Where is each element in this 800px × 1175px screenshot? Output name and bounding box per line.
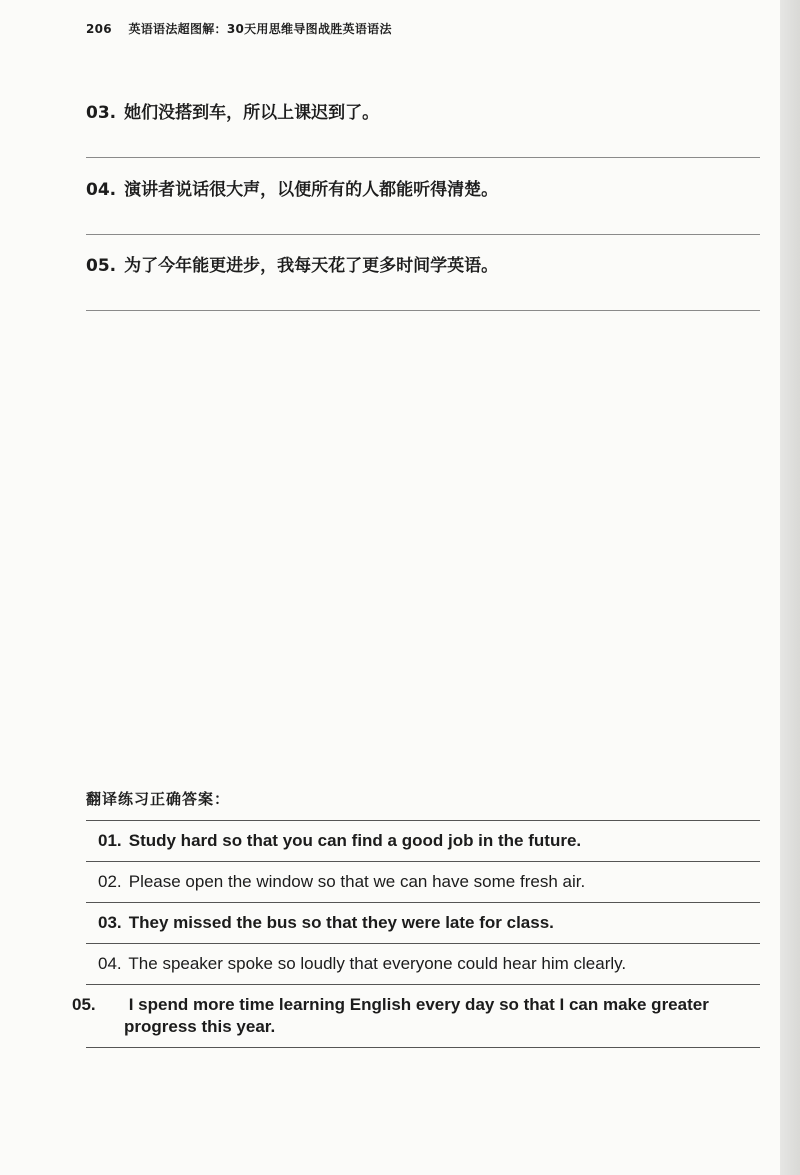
- page-number: 206: [86, 22, 112, 36]
- exercise-text: 演讲者说话很大声，以便所有的人都能听得清楚。: [124, 180, 499, 200]
- page-header: [86, 20, 392, 37]
- answers-heading: 翻译练习正确答案：: [86, 790, 231, 808]
- answer-number: 04.: [98, 954, 122, 973]
- page-edge-shadow: [780, 0, 800, 1175]
- answer-number: 01.: [98, 831, 122, 850]
- exercise-item: [86, 98, 379, 123]
- answer-text: I spend more time learning English every day so that I can make greater progress this year.: [124, 995, 709, 1036]
- exercise-item: [86, 251, 498, 276]
- answer-text: Study hard so that you can find a good job in the future.: [128, 831, 582, 850]
- answer-text: The speaker spoke so loudly that everyone could hear him clearly.: [128, 954, 627, 973]
- exercise-number: 03.: [86, 103, 117, 123]
- answer-blank-line: [86, 310, 760, 311]
- answer-number: 02.: [98, 872, 122, 891]
- exercise-text: 她们没搭到车，所以上课迟到了。: [124, 103, 380, 123]
- answer-row: [86, 902, 760, 943]
- exercise-item: [86, 175, 498, 200]
- answer-number: 05.: [72, 995, 96, 1014]
- answer-row: [86, 943, 760, 984]
- answers-table: [72, 820, 760, 1048]
- answer-text: Please open the window so that we can have some fresh air.: [128, 872, 586, 891]
- answer-text: They missed the bus so that they were late for class.: [128, 913, 554, 932]
- answer-row: [86, 861, 760, 902]
- answer-blank-line: [86, 157, 760, 158]
- exercise-text: 为了今年能更进步，我每天花了更多时间学英语。: [124, 256, 499, 276]
- answer-number: 03.: [98, 913, 122, 932]
- answer-row: [86, 820, 760, 861]
- book-title: 英语语法超图解：30天用思维导图战胜英语语法: [128, 22, 392, 36]
- exercise-number: 04.: [86, 180, 117, 200]
- answer-row: [72, 984, 760, 1048]
- exercise-number: 05.: [86, 256, 117, 276]
- answer-blank-line: [86, 234, 760, 235]
